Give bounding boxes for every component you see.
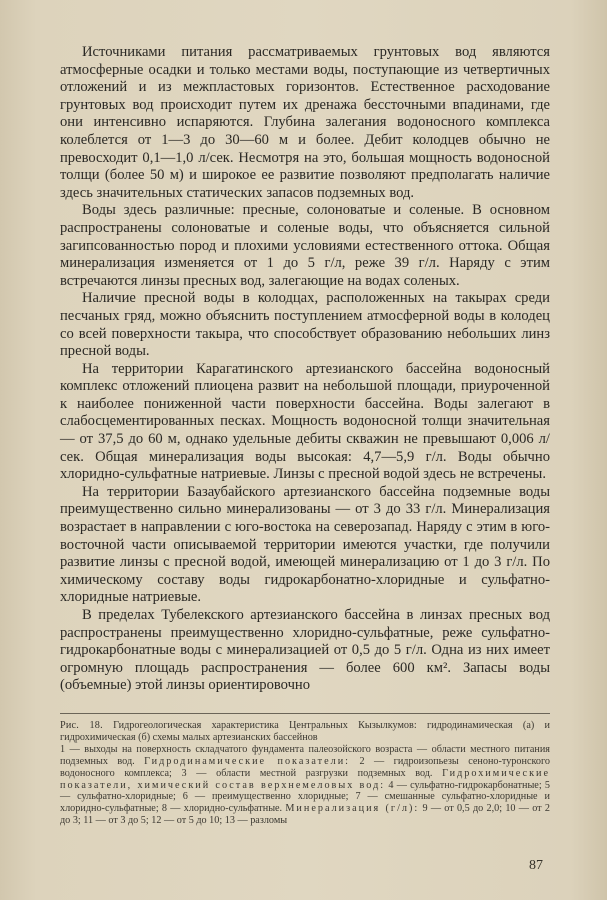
legend-item-1: 1 — выходы на поверхность складчатого фундамента палеозойского возраста — области местного питания подземных вод. [60, 744, 550, 768]
legend-section-hydrochemical: Гидрохимические показатели, химический состав верхнемеловых вод: [60, 767, 550, 791]
figure-label: Рис. 18. [60, 720, 103, 731]
figure-caption [60, 720, 550, 826]
body-text [60, 44, 550, 695]
paragraph-2: Воды здесь различные: пресные, солоноватые и соленые. В основном распространены солоноватые и соленые воды, что объясняется сильной загипсованностью пород и плохими условиями естественного оттока. Общая минерализация изменяется от 1 до 5 г/л, реже 39 г/л. Наряду с этим встречаются линзы пресных вод, залегающие на водах соленых. [60, 202, 550, 289]
page-number: 87 [529, 858, 543, 873]
legend-items-9-13: 9 — от 0,5 до 2,0; 10 — от 2 до 3; 11 — от 3 до 5; 12 — от 5 до 10; 13 — разломы [60, 802, 550, 826]
legend-items-4-8: 4 — сульфатно-гидрокарбонатные; 5 — сульфатно-хлоридные; 6 — преимущественно хлоридные; 7 — смешанные сульфатно-хлоридные и хлоридно-сульфатные; 8 — хлоридно-сульфатные. [60, 779, 550, 814]
caption-divider [60, 713, 550, 714]
paragraph-1: Источниками питания рассматриваемых грунтовых вод являются атмосферные осадки и только местами воды, поступающие из четвертичных отложений и из межпластовых горизонтов. Естественное расходование грунтовых вод происходит путем их дренажа бессточными впадинами, где они интенсивно испаряются. Глубина залегания водоносного комплекса колеблется от 1—3 до 30—60 м и более. Дебит колодцев обычно не превосходит 0,1—1,0 л/сек. Несмотря на это, большая мощность водоносной толщи (более 50 м) и широкое ее развитие позволяют предполагать наличие здесь значительных статических запасов подземных вод. [60, 44, 550, 201]
legend-section-hydrodynamic: Гидродинамические показатели: [144, 756, 350, 768]
paragraph-6: В пределах Тубелекского артезианского бассейна в линзах пресных вод распространены преимущественно хлоридно-сульфатные, реже сульфатно-гидрокарбонатные воды с минерализацией от 0,5 до 5 г/л. Одна из них имеет огромную площадь распространения — более 600 км². Запасы воды (объемные) этой линзы ориентировочно [60, 607, 550, 694]
caption-title [60, 720, 550, 743]
paragraph-5: На территории Базаубайского артезианского бассейна подземные воды преимущественно сильно минерализованы — от 3 до 33 г/л. Минерализация возрастает в направлении с юго-востока на северозапад. Наряду с этим в юго-восточной части описываемой территории имеются участки, где получили развитие линзы с пресной водой, имеющей минерализацию от 1 до 3 г/л. По химическому составу воды гидрокарбонатно-хлоридные и сульфатно-хлоридные натриевые. [60, 483, 550, 606]
legend-items-2-3: 2 — гидроизопьезы сеноно-туронского водоносного комплекса; 3 — области местной разгрузки подземных вод. [60, 756, 551, 779]
paragraph-3: Наличие пресной воды в колодцах, расположенных на такырах среди песчаных гряд, можно объяснить поступлением атмосферной воды в колодец со всей поверхности такыра, что способствует образованию небольших линз пресной воды. [60, 290, 550, 360]
figure-title: Гидрогеологическая характеристика Центральных Кызылкумов: гидродинамическая (а) и гидрохимическая (б) схемы малых артезианских бассейнов [60, 720, 551, 743]
figure-legend [60, 744, 550, 826]
paragraph-4: На территории Карагатинского артезианского бассейна водоносный комплекс отложений плиоцена развит на небольшой площади, приуроченной к наиболее пониженной части поверхности бассейна. Воды залегают в слабосцементированных песках. Мощность водоносной толщи значительная — от 37,5 до 60 м, однако удельные дебиты скважин не превышают 0,006 л/сек. Общая минерализация воды высокая: 4,7—5,9 г/л. Воды обычно хлоридно-сульфатные натриевые. Линзы с пресной водой здесь не встречены. [60, 360, 550, 483]
legend-section-mineralization: Минерализация (г/л): [285, 802, 420, 814]
